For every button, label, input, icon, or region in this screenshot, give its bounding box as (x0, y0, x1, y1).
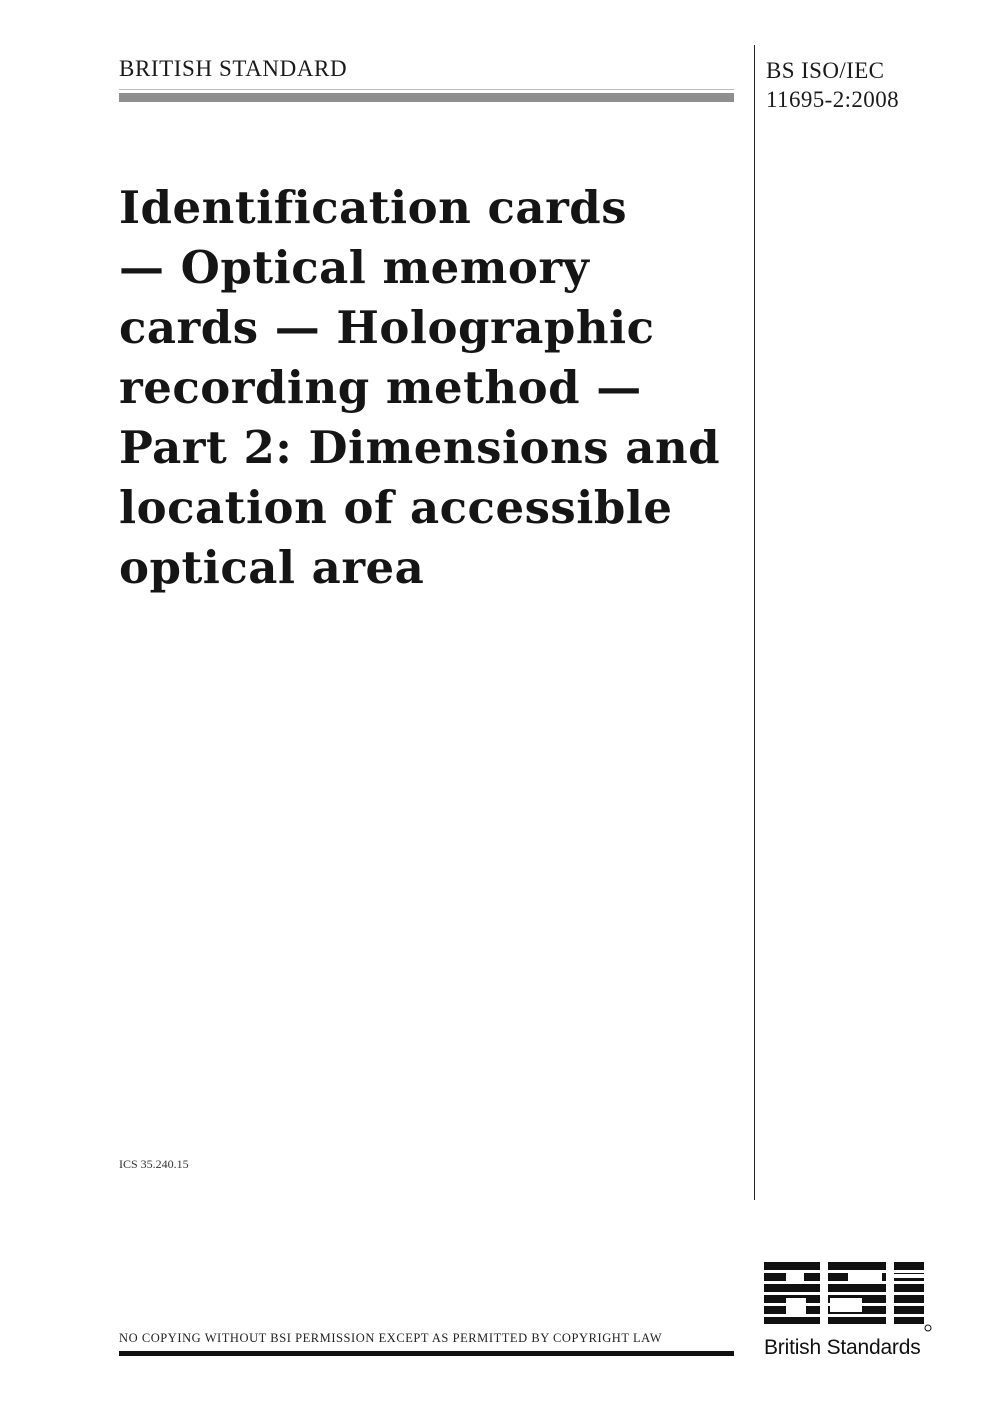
footer-rule (119, 1351, 734, 1356)
document-title (119, 178, 744, 598)
logo-tagline: British Standards (764, 1336, 921, 1359)
title-line: Identification cards (119, 181, 628, 234)
title-line: location of accessible (119, 481, 673, 534)
title-line: Part 2: Dimensions and (119, 421, 721, 474)
header-rule (119, 93, 734, 102)
title-line: recording method — (119, 361, 642, 414)
header-rule-thin (119, 89, 734, 90)
designation-line-2: 11695-2:2008 (766, 87, 899, 112)
standard-designation (766, 56, 899, 114)
title-line: — Optical memory (119, 241, 590, 294)
title-line: cards — Holographic (119, 301, 655, 354)
copyright-notice: NO COPYING WITHOUT BSI PERMISSION EXCEPT AS PERMITTED BY COPYRIGHT LAW (119, 1331, 663, 1345)
document-series-label: BRITISH STANDARD (119, 56, 348, 81)
ics-code: ICS 35.240.15 (119, 1157, 189, 1171)
designation-line-1: BS ISO/IEC (766, 58, 885, 83)
vertical-divider (754, 45, 755, 1200)
title-line: optical area (119, 541, 425, 594)
